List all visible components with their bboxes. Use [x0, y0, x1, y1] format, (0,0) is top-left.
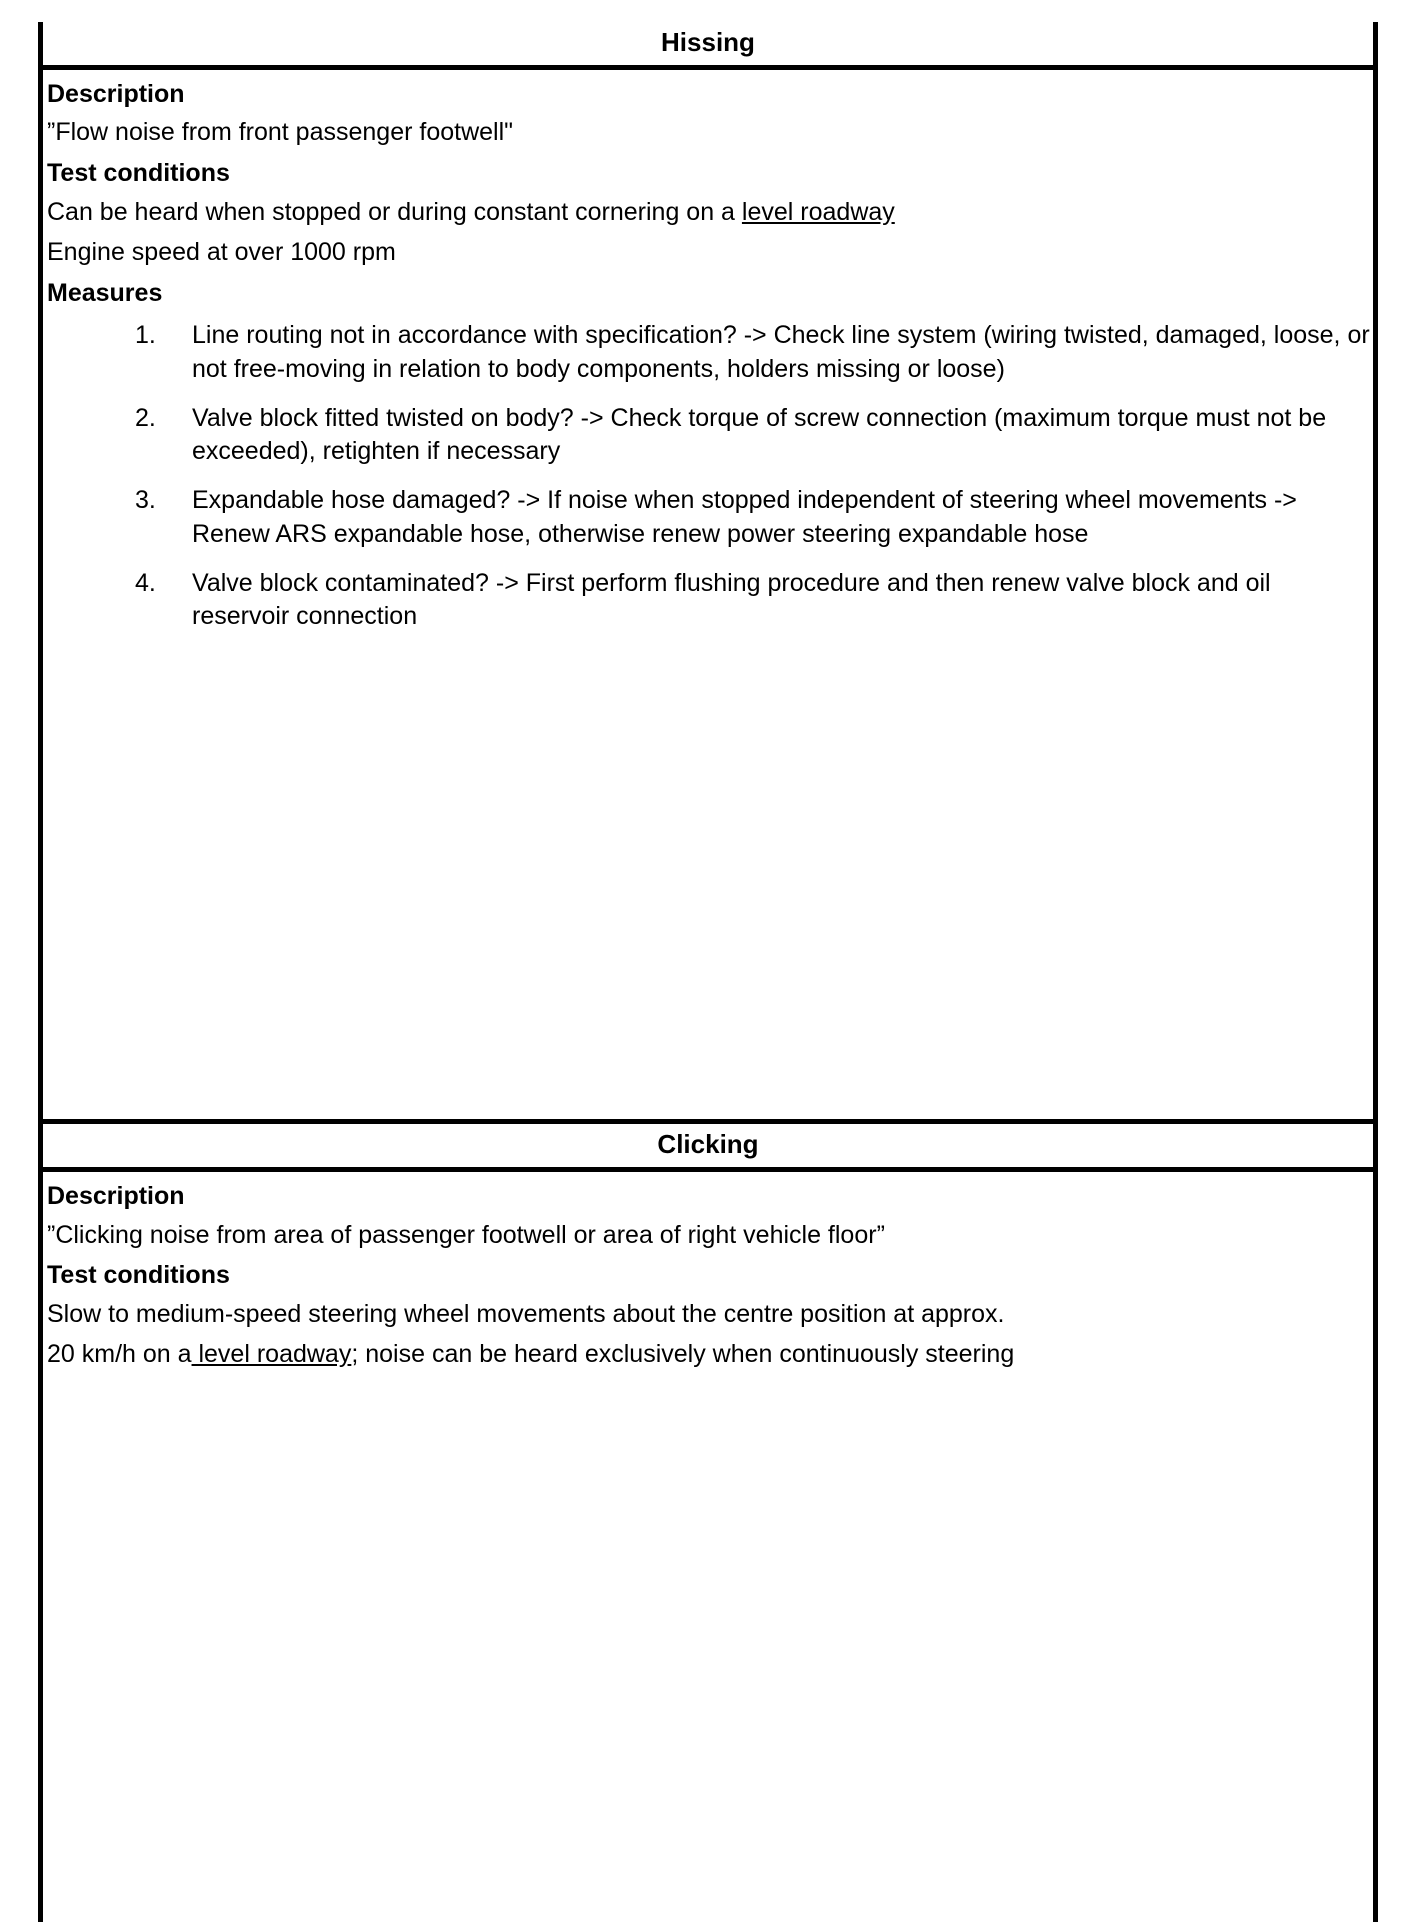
measure-item: [47, 484, 1373, 551]
section-blank-space-hissing: [43, 649, 1373, 1119]
description-text-hissing: ”Flow noise from front passenger footwell": [47, 118, 514, 147]
section-body-hissing: [43, 80, 1373, 634]
test-condition-text-before: 20 km/h on a: [47, 1340, 192, 1369]
test-condition-line: [47, 236, 1373, 269]
measure-text: Valve block contaminated? -> First perform flushing procedure and then renew valve block and oil reservoir connection: [192, 568, 1271, 631]
test-conditions-label-hissing: Test conditions: [47, 158, 230, 187]
page-frame: [38, 22, 1378, 1922]
measure-item: [47, 319, 1373, 386]
measures-label-hissing: Measures: [47, 278, 163, 307]
section-body-clicking: [43, 1182, 1373, 1371]
divider-top-clicking: [43, 1167, 1373, 1172]
measure-number: 4.: [135, 568, 156, 597]
section-clicking: [43, 1124, 1373, 1371]
test-condition-text-before: Engine speed at over 1000 rpm: [47, 238, 396, 267]
measure-number: 2.: [135, 403, 156, 432]
section-hissing: [43, 22, 1373, 1124]
measure-text: Line routing not in accordance with specification? -> Check line system (wiring twisted, damaged, loose, or not free-moving in relation to body components, holders missing or loose): [192, 321, 1370, 383]
measure-item: [47, 567, 1373, 634]
test-condition-line: [47, 1298, 1373, 1331]
measure-number: 1.: [135, 321, 156, 350]
divider-top-hissing: [43, 65, 1373, 70]
measures-list-hissing: [47, 319, 1373, 633]
test-condition-text-before: Slow to medium-speed steering wheel movements about the centre position at approx.: [47, 1299, 1005, 1328]
section-title-hissing: Hissing: [661, 27, 755, 57]
measure-text: Expandable hose damaged? -> If noise when stopped independent of steering wheel movements -> Renew ARS expandable hose, otherwise renew power steering expandable hose: [192, 486, 1297, 548]
test-conditions-label-clicking: Test conditions: [47, 1261, 230, 1290]
description-label-clicking: Description: [47, 1181, 185, 1210]
measure-item: [47, 402, 1373, 469]
section-title-clicking: Clicking: [657, 1129, 759, 1160]
test-condition-text-underlined: level roadway: [191, 1340, 352, 1369]
test-condition-text-underlined: level roadway: [741, 197, 895, 226]
description-label-hissing: Description: [47, 79, 185, 108]
test-condition-line: [47, 1338, 1373, 1371]
test-condition-line: [47, 196, 1373, 229]
measure-number: 3.: [135, 486, 156, 515]
test-condition-text-after: ; noise can be heard exclusively when continuously steering: [351, 1340, 1015, 1369]
description-text-clicking: ”Clicking noise from area of passenger footwell or area of right vehicle floor”: [47, 1220, 885, 1249]
measure-text: Valve block fitted twisted on body? -> Check torque of screw connection (maximum torque must not be exceeded), retighten if necessary: [192, 403, 1327, 466]
test-condition-text-before: Can be heard when stopped or during constant cornering on a: [47, 197, 742, 226]
